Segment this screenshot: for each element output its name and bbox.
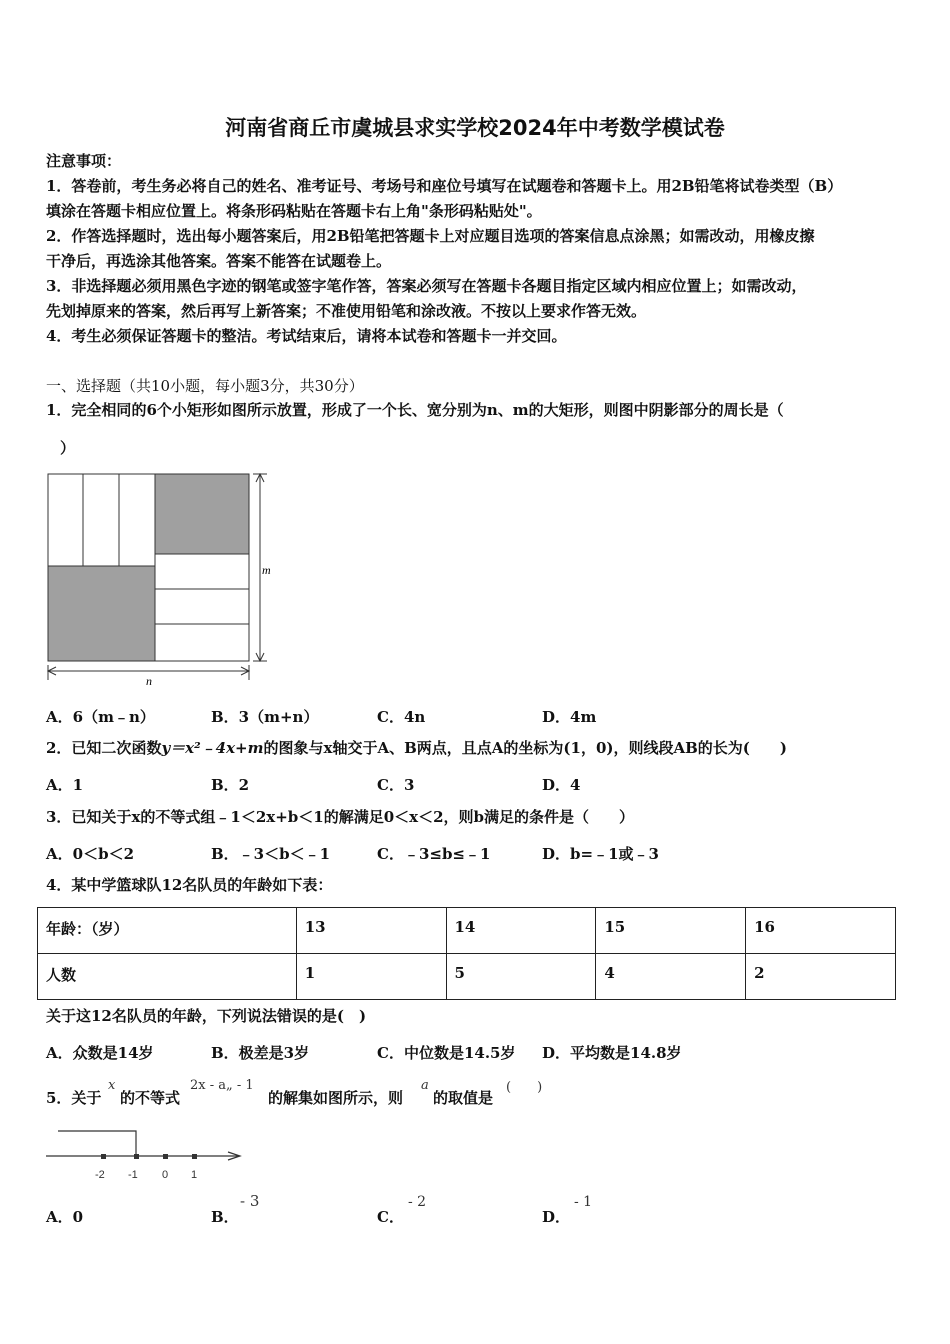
q1-figure <box>40 468 280 690</box>
table-cell: 16 <box>746 908 896 954</box>
q5-option-b-value: - 3 <box>240 1192 260 1210</box>
notice-line: 3．非选择题必须用黑色字迹的钢笔或签字笔作答，答案必须写在答题卡各题目指定区域内相应位置上；如需改动， <box>46 277 807 295</box>
q5-p1: 5．关于 <box>46 1089 102 1107</box>
q5-paren: ( ) <box>506 1080 543 1095</box>
q5-option-d[interactable]: D． <box>542 1208 571 1226</box>
table-cell: 人数 <box>38 954 297 1000</box>
table-cell: 4 <box>596 954 746 1000</box>
table-cell: 14 <box>446 908 596 954</box>
q2-suffix: 的图象与x轴交于A、B两点，且点A的坐标为(1，0)，则线段AB的长为( ) <box>263 739 787 757</box>
axis-label: -2 <box>95 1169 105 1181</box>
tick-point <box>163 1154 168 1159</box>
q5-option-a[interactable]: A．0 <box>46 1208 84 1226</box>
q2-option-c[interactable]: C．3 <box>377 776 415 794</box>
tick-point <box>101 1154 106 1159</box>
tick-point <box>134 1154 139 1159</box>
shaded-rect <box>48 566 155 661</box>
section-heading: 一、选择题（共10小题，每小题3分，共30分） <box>46 377 364 395</box>
q4-option-c[interactable]: C．中位数是14.5岁 <box>377 1044 516 1062</box>
q3-option-a[interactable]: A．0＜b＜2 <box>46 845 135 863</box>
q2-text <box>46 736 787 761</box>
notice-line: 4．考生必须保证答题卡的整洁。考试结束后，请将本试卷和答题卡一并交回。 <box>46 327 567 345</box>
tick-point <box>192 1154 197 1159</box>
q2-option-d[interactable]: D．4 <box>542 776 581 794</box>
n-label: n <box>146 674 152 688</box>
q5-option-d-value: - 1 <box>574 1194 593 1210</box>
table-cell: 1 <box>296 954 446 1000</box>
m-label: m <box>262 563 271 577</box>
table-cell: 15 <box>596 908 746 954</box>
axis-label: 1 <box>191 1169 198 1181</box>
q5-inequality: 2x - a„ - 1 <box>190 1078 254 1093</box>
notice-line: 2．作答选择题时，选出每小题答案后，用2B铅笔把答题卡上对应题目选项的答案信息点涂黑；如需改动，用橡皮擦 <box>46 227 815 245</box>
table-row <box>38 954 896 1000</box>
notice-heading: 注意事项： <box>46 152 122 170</box>
q4-question: 关于这12名队员的年龄，下列说法错误的是( ) <box>46 1007 367 1025</box>
notice-line: 先划掉原来的答案，然后再写上新答案；不准使用铅笔和涂改液。不按以上要求作答无效。 <box>46 302 647 320</box>
q1-option-d[interactable]: D．4m <box>542 708 597 726</box>
q4-option-b[interactable]: B．极差是3岁 <box>211 1044 310 1062</box>
notice-line: 干净后，再选涂其他答案。答案不能答在试题卷上。 <box>46 252 392 270</box>
axis-label: -1 <box>128 1169 138 1181</box>
q5-p4: 的取值是 <box>433 1089 494 1107</box>
q2-option-a[interactable]: A．1 <box>46 776 84 794</box>
q5-var-x: x <box>108 1078 116 1093</box>
table-cell: 2 <box>746 954 896 1000</box>
q1-option-b[interactable]: B．3（m+n） <box>211 708 319 726</box>
q5-option-c[interactable]: C． <box>377 1208 404 1226</box>
q1-option-c[interactable]: C．4n <box>377 708 426 726</box>
q1-text-end: ） <box>60 439 76 457</box>
q3-option-b[interactable]: B．﹣3＜b＜﹣1 <box>211 845 331 863</box>
q2-formula: y＝x²﹣4x+m <box>161 739 264 757</box>
q5-option-c-value: - 2 <box>408 1194 427 1210</box>
q4-text: 4．某中学篮球队12名队员的年龄如下表： <box>46 876 333 894</box>
notice-line: 填涂在答题卡相应位置上。将条形码粘贴在答题卡右上角"条形码粘贴处"。 <box>46 202 542 220</box>
age-table <box>37 907 896 1000</box>
q3-text: 3．已知关于x的不等式组﹣1＜2x+b＜1的解满足0＜x＜2，则b满足的条件是（ ） <box>46 808 634 826</box>
q5-p3: 的解集如图所示，则 <box>268 1089 404 1107</box>
q1-option-a[interactable]: A．6（m﹣n） <box>46 708 155 726</box>
q5-number-line <box>40 1126 250 1186</box>
shaded-rect <box>155 474 249 554</box>
axis-label: 0 <box>162 1169 169 1181</box>
q3-option-d[interactable]: D．b=﹣1或﹣3 <box>542 845 659 863</box>
table-row <box>38 908 896 954</box>
notice-line: 1．答卷前，考生务必将自己的姓名、准考证号、考场号和座位号填写在试题卷和答题卡上。用2B铅笔将试卷类型（B） <box>46 177 843 195</box>
q2-prefix: 2．已知二次函数 <box>46 739 162 757</box>
q5-option-b[interactable]: B． <box>211 1208 239 1226</box>
page-title: 河南省商丘市虞城县求实学校2024年中考数学模试卷 <box>225 116 725 140</box>
q1-text: 1．完全相同的6个小矩形如图所示放置，形成了一个长、宽分别为n、m的大矩形，则图中阴影部分的周长是（ <box>46 401 784 419</box>
q5-p2: 的不等式 <box>120 1089 181 1107</box>
table-cell: 5 <box>446 954 596 1000</box>
q2-option-b[interactable]: B．2 <box>211 776 250 794</box>
q5-var-a: a <box>421 1078 429 1093</box>
table-cell: 年龄：（岁） <box>38 908 297 954</box>
q4-option-d[interactable]: D．平均数是14.8岁 <box>542 1044 682 1062</box>
q4-option-a[interactable]: A．众数是14岁 <box>46 1044 154 1062</box>
table-cell: 13 <box>296 908 446 954</box>
q3-option-c[interactable]: C．﹣3≤b≤﹣1 <box>377 845 491 863</box>
